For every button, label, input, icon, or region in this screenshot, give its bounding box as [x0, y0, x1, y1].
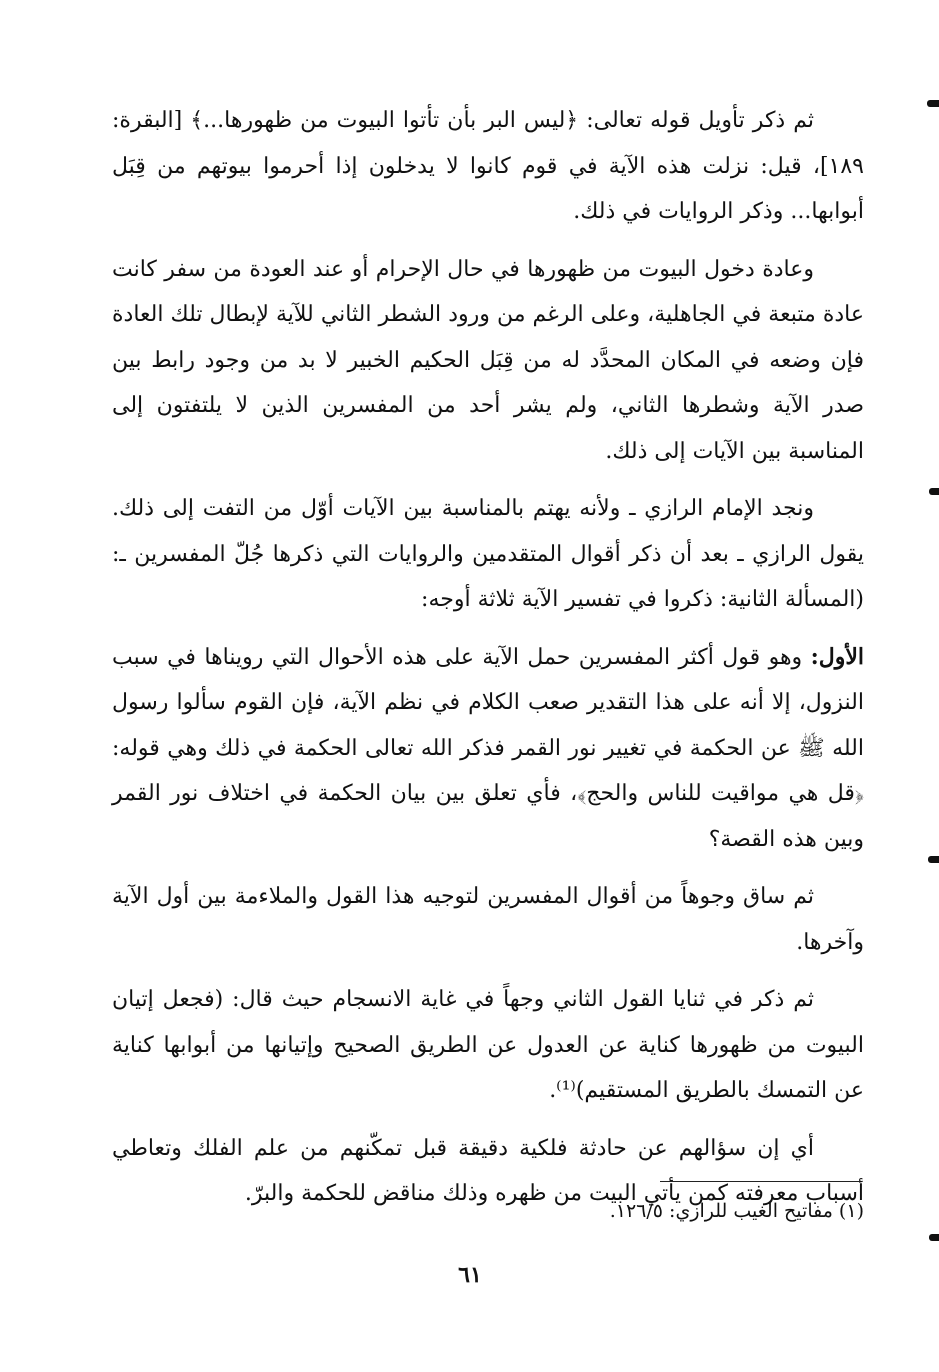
edge-mark-2 — [929, 488, 939, 495]
footnote-divider — [660, 1181, 860, 1182]
paragraph-2: وعادة دخول البيوت من ظهورها في حال الإحرام أو عند العودة من سفر كانت عادة متبعة في الجاهلية، وعلى الرغم من ورود الشطر الثاني للآية لإبطال تلك العادة فإن وضعه في المكان المحدَّد له من قِبَل الحكيم الخبير لا بد من وجود رابط بين صدر الآية وشطرها الثاني، ولم يشر أحد من المفسرين الذين لا يلتفتون إلى المناسبة بين الآيات إلى ذلك. — [112, 256, 864, 464]
paragraph-3: ونجد الإمام الرازي ـ ولأنه يهتم بالمناسبة بين الآيات أوّل من التفت إلى ذلك. يقول الرازي ـ بعد أن ذكر أقوال المتقدمين والروايات التي ذكرها جُلّ المفسرين ـ: (المسألة الثانية: ذكروا في تفسير الآية ثلاثة أوجه: — [112, 496, 864, 612]
paragraph-6: ثم ذكر في ثنايا القول الثاني وجهاً في غاية الانسجام حيث قال: (فجعل إتيان البيوت من ظهورها كناية عن العدول عن الطريق الصحيح وإتيانها من أبوابها كناية عن التمسك بالطريق المستقيم)⁽¹⁾. — [112, 987, 864, 1103]
paragraph-4-lead: الأول: — [810, 643, 864, 670]
edge-mark-1 — [927, 100, 939, 107]
paragraph-7: أي إن سؤالهم عن حادثة فلكية دقيقة قبل تمكّنهم من علم الفلك وتعاطي أسباب معرفته كمن يأتي البيت من ظهره وذلك مناقض للحكمة والبرّ. — [112, 1135, 864, 1206]
paragraph-5: ثم ساق وجوهاً من أقوال المفسرين لتوجيه هذا القول والملاءمة بين أول الآية وآخرها. — [112, 884, 864, 955]
main-text — [112, 98, 864, 1229]
edge-mark-3 — [928, 856, 939, 863]
edge-mark-4 — [929, 1234, 939, 1241]
paragraph-4-body: وهو قول أكثر المفسرين حمل الآية على هذه الأحوال التي رويناها في سبب النزول، إلا أنه على هذا التقدير صعب الكلام في نظم الآية، فإن القوم سألوا رسول الله ﷺ عن الحكمة في تغيير نور القمر فذكر الله تعالى الحكمة في ذلك وهي قوله: ﴿قل هي مواقيت للناس والحج﴾، فأي تعلق بين بيان الحكمة في اختلاف نور القمر وبين هذه القصة؟ — [112, 644, 864, 852]
footnote: (١) مفاتيح الغيب للرازي: ١٢٦/٥. — [609, 1200, 864, 1222]
paragraph-4 — [112, 635, 864, 863]
paragraph-1: ثم ذكر تأويل قوله تعالى: ﴿ليس البر بأن تأتوا البيوت من ظهورها...﴾ [البقرة: ١٨٩]، قيل: نزلت هذه الآية في قوم كانوا لا يدخلون إذا أحرموا بيوتهم من قِبَل أبوابها... وذكر الروايات في ذلك. — [112, 108, 864, 224]
page-number: ٦١ — [458, 1262, 482, 1288]
